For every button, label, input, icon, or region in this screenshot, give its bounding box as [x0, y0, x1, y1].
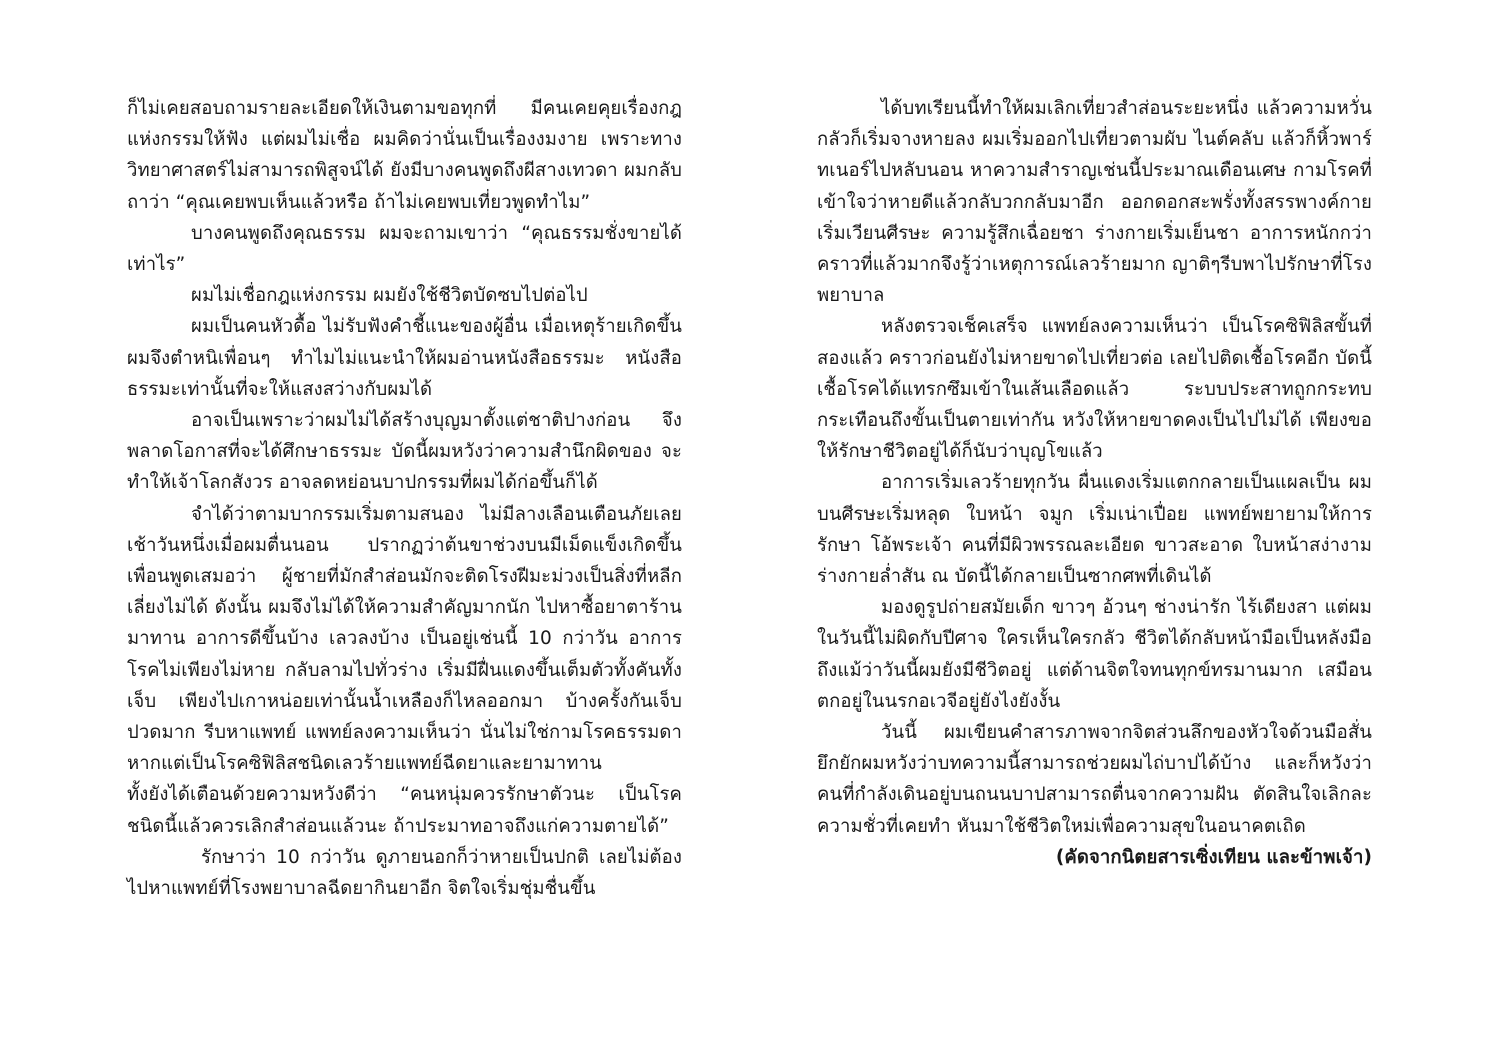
source-credit: (คัดจากนิตยสารเซิ่งเทียน และข้าพเจ้า)	[1055, 846, 1372, 868]
paragraph: ได้บทเรียนนี้ทำให้ผมเลิกเที่ยวสำส่อนระยะหนึ่ง แล้วความหวั่นกลัวก็เริ่มจางหายลง ผมเริ่มออกไปเที่ยวตามผับ ไนต์คลับ แล้วก็หิ้วพาร์ทเนอร์ไปหลับนอน หาความสำราญเช่นนี้ประมาณเดือนเศษ กามโรคที่เข้าใจว่าหายดีแล้วกลับวกกลับมาอีก ออกดอกสะพรั่งทั้งสรรพางค์กาย เริ่มเวียนศีรษะ ความรู้สึกเฉื่อยชา ร่างกายเริ่มเย็นชา อาการหนักกว่าคราวที่แล้วมากจึงรู้ว่าเหตุการณ์เลวร้ายมาก ญาติๆรีบพาไปรักษาที่โรงพยาบาล	[817, 98, 1372, 307]
paragraph: รักษาว่า 10 กว่าวัน ดูภายนอกก็ว่าหายเป็นปกติ เลยไม่ต้องไปหาแพทย์ที่โรงพยาบาลฉีดยากินยาอีก จิตใจเริ่มชุ่มชื่นขึ้น	[127, 846, 682, 900]
paragraph: จำได้ว่าตามบากรรมเริ่มตามสนอง ไม่มีลางเลือนเตือนภัยเลย เช้าวันหนึ่งเมื่อผมตื่นนอน ปรากฏว่าต้นขาช่วงบนมีเม็ดแข็งเกิดขึ้น เพื่อนพูดเสมอว่า ผู้ชายที่มักสำส่อนมักจะติดโรงฝีมะม่วงเป็นสิ่งที่หลีกเลี่ยงไม่ได้ ดังนั้น ผมจึงไม่ได้ให้ความสำคัญมากนัก ไปหาซื้อยาตาร้านมาทาน อาการดีขึ้นบ้าง เลวลงบ้าง เป็นอยู่เช่นนี้ 10 กว่าวัน อาการโรคไม่เพียงไม่หาย กลับลามไปทั่วร่าง เริ่มมีฝื่นแดงขึ้นเต็มตัวทั้งคันทั้งเจ็บ เพียงไปเกาหน่อยเท่านั้นน้ำเหลืองก็ไหลออกมา บ้างครั้งกันเจ็บปวดมาก รีบหาแพทย์ แพทย์ลงความเห็นว่า นั่นไม่ใช่กามโรคธรรมดา หากแต่เป็นโรคซิฟิลิสชนิดเลวร้ายแพทย์ฉีดยาและยามาทาน	[127, 503, 682, 775]
paragraph: ทั้งยังได้เตือนด้วยความหวังดีว่า “คนหนุ่มควรรักษาตัวนะ เป็นโรคชนิดนี้แล้วควรเลิกสำส่อนแล้วนะ ถ้าประมาทอาจถึงแก่ความตายได้”	[127, 784, 682, 837]
left-column	[127, 93, 682, 904]
paragraph: มองดูรูปถ่ายสมัยเด็ก ขาวๆ อ้วนๆ ช่างน่ารัก ไร้เดียงสา แต่ผมในวันนี้ไม่ผิดกับปีศาจ ใครเห็นใครกลัว ชีวิตได้กลับหน้ามือเป็นหลังมือ ถึงแม้ว่าวันนี้ผมยังมีชีวิตอยู่ แต่ด้านจิตใจทนทุกข์ทรมานมาก เสมือนตกอยู่ในนรกอเวจีอยู่ยังไงยังงั้น	[817, 597, 1372, 712]
paragraph: วันนี้ ผมเขียนคำสารภาพจากจิตส่วนลึกของหัวใจด้วนมือสั่นยึกยักผมหวังว่าบทความนี้สามารถช่วยผมไถ่บาปได้บ้าง และก็หวังว่าคนที่กำลังเดินอยู่บนถนนบาปสามารถตื่นจากความฝัน ตัดสินใจเลิกละ ความชั่วที่เคยทำ หันมาใช้ชีวิตใหม่เพื่อความสุขในอนาคตเถิด	[817, 722, 1372, 837]
paragraph: ก็ไม่เคยสอบถามรายละเอียดให้เงินตามขอทุกที่ มีคนเคยคุยเรื่องกฎแห่งกรรมให้ฟัง แต่ผมไม่เชื่อ ผมคิดว่านั่นเป็นเรื่องงมงาย เพราะทางวิทยาศาสตร์ไม่สามารถพิสูจน์ได้ ยังมีบางคนพูดถึงผีสางเทวดา ผมกลับถาว่า “คุณเคยพบเห็นแล้วหรือ ถ้าไม่เคยพบเที่ยวพูดทำไม”	[127, 98, 682, 213]
paragraph: หลังตรวจเช็คเสร็จ แพทย์ลงความเห็นว่า เป็นโรคซิฟิลิสขั้นที่สองแล้ว คราวก่อนยังไม่หายขาดไปเที่ยวต่อ เลยไปติดเชื้อโรคอีก บัดนี้ เชื้อโรคได้แทรกซึมเข้าในเส้นเลือดแล้ว ระบบประสาทถูกกระทบกระเทือนถึงขั้นเป็นตายเท่ากัน หวังให้หายขาดคงเป็นไปไม่ได้ เพียงขอให้รักษาชีวิตอยู่ได้ก็นับว่าบุญโขแล้ว	[817, 316, 1372, 463]
paragraph: ผมเป็นคนหัวดื้อ ไม่รับฟังคำชี้แนะของผู้อื่น เมื่อเหตุร้ายเกิดขึ้น ผมจึงตำหนิเพื่อนๆ ทำไมไม่แนะนำให้ผมอ่านหนังสือธรรมะ หนังสือธรรมะเท่านั้นที่จะให้แสงสว่างกับผมได้	[127, 316, 682, 400]
paragraph: บางคนพูดถึงคุณธรรม ผมจะถามเขาว่า “คุณธรรมชั่งขายได้เท่าไร”	[127, 222, 682, 276]
right-column	[817, 93, 1372, 873]
paragraph: ผมไม่เชื่อกฎแห่งกรรม ผมยังใช้ชีวิตบัดซบไปต่อไป	[191, 285, 588, 307]
paragraph: อาการเริ่มเลวร้ายทุกวัน ผื่นแดงเริ่มแตกกลายเป็นแผลเป็น ผมบนศีรษะเริ่มหลุด ใบหน้า จมูก เริ่มเน่าเปื่อย แพทย์พยายามให้การรักษา โอ้พระเจ้า คนที่มีผิวพรรณละเอียด ขาวสะอาด ใบหน้าสง่างาม ร่างกายล่ำสัน ณ บัดนี้ได้กลายเป็นซากศพที่เดินได้	[817, 472, 1372, 588]
paragraph: อาจเป็นเพราะว่าผมไม่ได้สร้างบุญมาตั้งแต่ชาติปางก่อน จึงพลาดโอกาสที่จะได้ศึกษาธรรมะ บัดนี้ผมหวังว่าความสำนึกผิดของ จะทำให้เจ้าโลกสังวร อาจลดหย่อนบาปกรรมที่ผมได้ก่อขึ้นก็ได้	[127, 410, 682, 494]
